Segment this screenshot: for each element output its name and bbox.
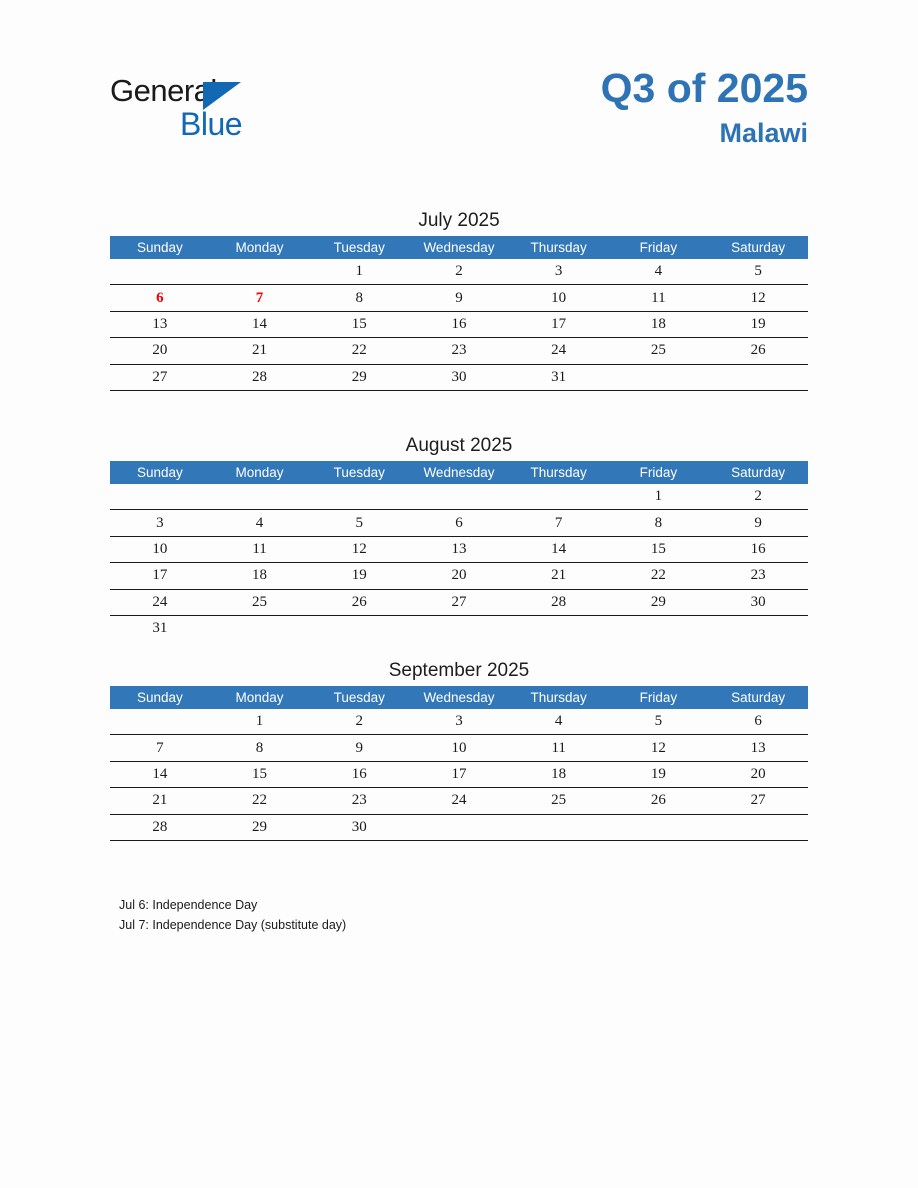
day-cell[interactable]: 22 [309,338,409,364]
day-cell-empty [210,259,310,285]
weekday-header-wednesday: Wednesday [409,686,509,709]
day-cell[interactable]: 8 [609,510,709,536]
day-cell[interactable]: 12 [309,536,409,562]
weekday-header-row [110,686,808,709]
day-cell[interactable]: 28 [210,364,310,390]
day-cell[interactable]: 12 [708,285,808,311]
day-cell-empty [309,615,409,641]
day-cell-empty [708,615,808,641]
day-cell[interactable]: 15 [609,536,709,562]
day-cell[interactable]: 20 [708,761,808,787]
day-cell-empty [509,484,609,510]
day-cell[interactable]: 14 [110,761,210,787]
day-cell[interactable]: 30 [309,814,409,840]
week-row [110,814,808,840]
day-cell[interactable]: 2 [708,484,808,510]
day-cell-empty [509,615,609,641]
day-cell[interactable]: 14 [509,536,609,562]
calendar-body [110,709,808,840]
week-row [110,510,808,536]
day-cell[interactable]: 13 [708,735,808,761]
month-block-july [110,206,808,391]
day-cell-empty [309,484,409,510]
weekday-header-saturday: Saturday [708,461,808,484]
day-cell[interactable]: 16 [708,536,808,562]
day-cell[interactable]: 21 [110,788,210,814]
day-cell[interactable]: 15 [210,761,310,787]
weekday-header-thursday: Thursday [509,686,609,709]
day-cell[interactable]: 2 [409,259,509,285]
day-cell[interactable]: 17 [409,761,509,787]
week-row [110,364,808,390]
day-cell[interactable]: 11 [609,285,709,311]
day-cell[interactable]: 3 [509,259,609,285]
week-row [110,735,808,761]
month-block-september [110,656,808,841]
day-cell-empty [609,364,709,390]
day-cell-empty [110,259,210,285]
weekday-header-monday: Monday [210,686,310,709]
week-row [110,788,808,814]
weekday-header-row [110,461,808,484]
page-header [110,62,808,172]
day-cell[interactable]: 11 [210,536,310,562]
logo-text-blue: Blue [180,106,243,142]
week-row [110,338,808,364]
day-cell[interactable]: 10 [409,735,509,761]
day-cell[interactable]: 27 [110,364,210,390]
day-cell-empty [509,814,609,840]
day-cell[interactable]: 26 [708,338,808,364]
weekday-header-monday: Monday [210,236,310,259]
day-cell[interactable]: 25 [609,338,709,364]
day-cell[interactable]: 18 [609,311,709,337]
weekday-header-tuesday: Tuesday [309,236,409,259]
day-cell[interactable]: 25 [509,788,609,814]
holiday-notes [119,895,719,935]
day-cell[interactable]: 28 [110,814,210,840]
week-row [110,536,808,562]
calendar-body [110,484,808,641]
weekday-header-friday: Friday [609,461,709,484]
day-cell[interactable]: 15 [309,311,409,337]
day-cell[interactable]: 21 [210,338,310,364]
day-cell[interactable]: 18 [210,563,310,589]
day-cell-empty [210,484,310,510]
day-cell-empty [110,709,210,735]
day-cell[interactable]: 29 [210,814,310,840]
day-cell-empty [708,364,808,390]
day-cell[interactable]: 10 [110,536,210,562]
day-cell[interactable]: 25 [210,589,310,615]
weekday-header-thursday: Thursday [509,461,609,484]
day-cell[interactable]: 10 [509,285,609,311]
day-cell[interactable]: 3 [110,510,210,536]
day-cell[interactable]: 5 [309,510,409,536]
day-cell[interactable]: 24 [509,338,609,364]
month-calendar-table [110,236,808,391]
day-cell[interactable]: 24 [110,589,210,615]
day-cell[interactable]: 5 [708,259,808,285]
weekday-header-friday: Friday [609,686,709,709]
day-cell[interactable]: 23 [309,788,409,814]
day-cell[interactable]: 7 [110,735,210,761]
month-calendar-table [110,461,808,641]
day-cell-empty [409,814,509,840]
day-cell[interactable]: 5 [609,709,709,735]
day-cell[interactable]: 31 [509,364,609,390]
day-cell[interactable]: 1 [309,259,409,285]
day-cell-empty [110,484,210,510]
week-row [110,761,808,787]
general-blue-logo [110,72,270,144]
day-cell[interactable]: 23 [708,563,808,589]
page-title: Q3 of 2025 [600,65,808,111]
month-title: August 2025 [405,435,513,456]
calendar-body [110,259,808,390]
logo-text-general: General [110,73,217,108]
day-cell[interactable]: 9 [409,285,509,311]
day-cell[interactable]: 26 [309,589,409,615]
day-cell[interactable]: 19 [708,311,808,337]
day-cell-empty [609,814,709,840]
day-cell[interactable]: 14 [210,311,310,337]
day-cell[interactable]: 30 [708,589,808,615]
day-cell[interactable]: 16 [409,311,509,337]
weekday-header-sunday: Sunday [110,461,210,484]
weekday-header-sunday: Sunday [110,236,210,259]
day-cell-empty [210,615,310,641]
weekday-header-wednesday: Wednesday [409,236,509,259]
day-cell-holiday[interactable]: 7 [210,285,310,311]
day-cell[interactable]: 31 [152,620,168,637]
week-row [110,563,808,589]
week-row [110,285,808,311]
day-cell[interactable]: 29 [309,364,409,390]
day-cell[interactable]: 22 [210,788,310,814]
weekday-header-wednesday: Wednesday [409,461,509,484]
day-cell[interactable]: 17 [110,563,210,589]
day-cell[interactable]: 20 [409,563,509,589]
day-cell[interactable]: 1 [210,709,310,735]
weekday-header-tuesday: Tuesday [309,686,409,709]
weekday-header-saturday: Saturday [708,236,808,259]
weekday-header-monday: Monday [210,461,310,484]
day-cell-empty [409,615,509,641]
week-row [110,589,808,615]
day-cell-empty [708,814,808,840]
day-cell[interactable]: 20 [110,338,210,364]
day-cell-empty [409,484,509,510]
week-row [110,259,808,285]
country-subtitle: Malawi [719,118,808,148]
day-cell[interactable]: 9 [309,735,409,761]
day-cell[interactable]: 8 [210,735,310,761]
day-cell[interactable]: 18 [509,761,609,787]
day-cell[interactable]: 16 [309,761,409,787]
day-cell[interactable]: 17 [509,311,609,337]
week-row [110,484,808,510]
day-cell[interactable]: 30 [409,364,509,390]
day-cell[interactable]: 6 [409,510,509,536]
day-cell[interactable]: 23 [409,338,509,364]
day-cell-empty [609,615,709,641]
month-block-august [110,431,808,641]
day-cell[interactable]: 22 [609,563,709,589]
day-cell[interactable]: 4 [609,259,709,285]
weekday-header-thursday: Thursday [509,236,609,259]
weekday-header-friday: Friday [609,236,709,259]
week-row [110,311,808,337]
day-cell[interactable]: 28 [509,589,609,615]
holiday-note: Jul 6: Independence Day [119,898,258,912]
day-cell[interactable]: 6 [708,709,808,735]
day-cell[interactable]: 3 [409,709,509,735]
day-cell[interactable]: 24 [409,788,509,814]
day-cell[interactable]: 27 [708,788,808,814]
day-cell[interactable]: 9 [708,510,808,536]
month-calendar-table [110,686,808,841]
day-cell-holiday[interactable]: 6 [110,285,210,311]
week-row [110,615,808,641]
title-block [601,62,808,150]
week-row [110,709,808,735]
day-cell[interactable]: 2 [309,709,409,735]
holiday-note: Jul 7: Independence Day (substitute day) [119,918,347,932]
day-cell[interactable]: 13 [110,311,210,337]
weekday-header-row [110,236,808,259]
day-cell[interactable]: 4 [210,510,310,536]
weekday-header-tuesday: Tuesday [309,461,409,484]
day-cell[interactable]: 29 [609,589,709,615]
day-cell[interactable]: 19 [609,761,709,787]
day-cell[interactable]: 27 [409,589,509,615]
month-title: July 2025 [418,210,500,231]
day-cell[interactable]: 12 [609,735,709,761]
day-cell[interactable]: 21 [509,563,609,589]
day-cell[interactable]: 4 [509,709,609,735]
day-cell[interactable]: 13 [409,536,509,562]
day-cell[interactable]: 8 [309,285,409,311]
day-cell[interactable]: 26 [609,788,709,814]
day-cell[interactable]: 19 [309,563,409,589]
weekday-header-saturday: Saturday [708,686,808,709]
day-cell[interactable]: 1 [609,484,709,510]
month-title: September 2025 [388,660,530,681]
weekday-header-sunday: Sunday [110,686,210,709]
day-cell[interactable]: 11 [509,735,609,761]
day-cell[interactable]: 7 [509,510,609,536]
